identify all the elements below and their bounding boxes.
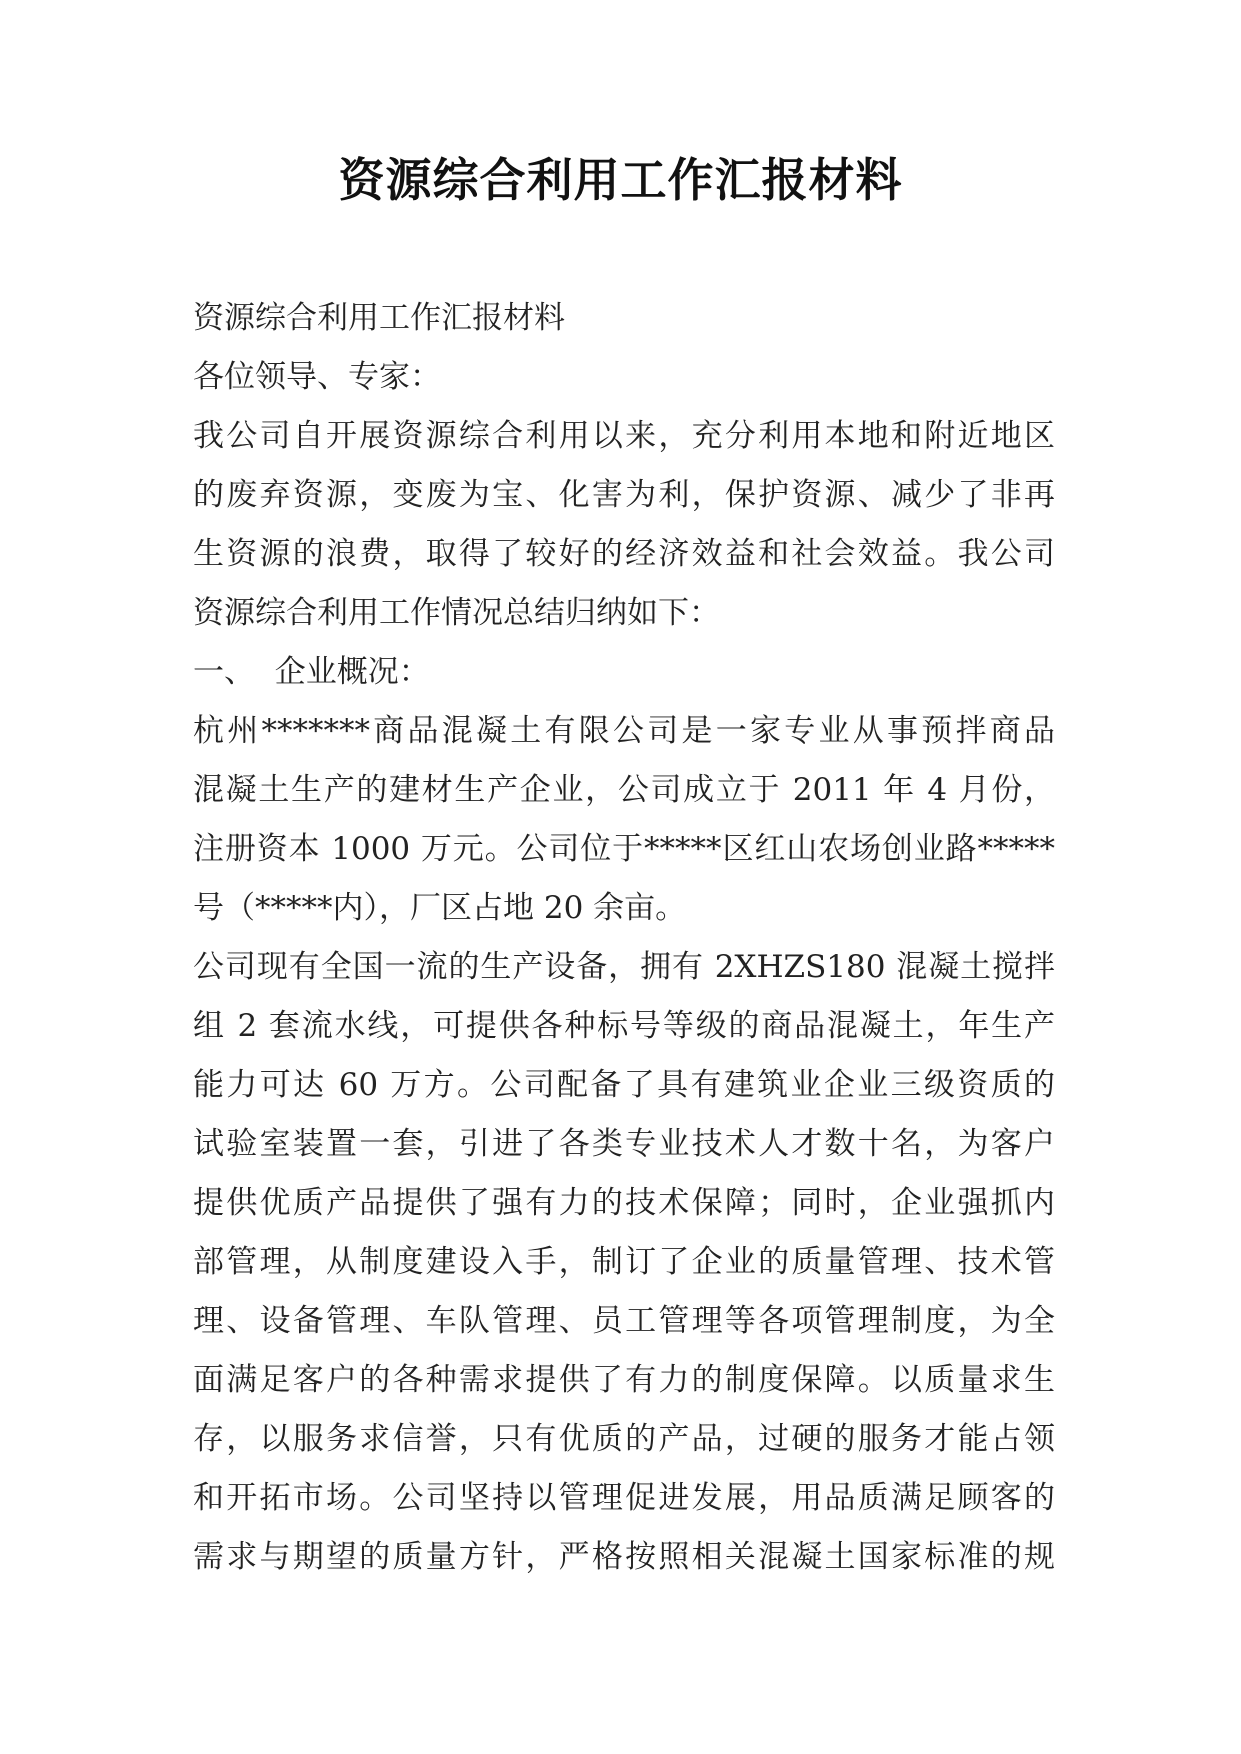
paragraph-line: 号（*****内），厂区占地 20 余亩。 — [193, 890, 687, 926]
paragraph-line: 我公司自开展资源综合利用以来，充分利用本地和附近地区 — [193, 418, 1055, 454]
paragraph-line: 和开拓市场。公司坚持以管理促进发展，用品质满足顾客的 — [193, 1480, 1055, 1516]
paragraph-line: 能力可达 60 万方。公司配备了具有建筑业企业三级资质的 — [193, 1067, 1055, 1103]
paragraph-line: 组 2 套流水线，可提供各种标号等级的商品混凝土，年生产 — [193, 1008, 1055, 1044]
paragraph-line: 面满足客户的各种需求提供了有力的制度保障。以质量求生 — [193, 1362, 1055, 1398]
paragraph-line: 公司现有全国一流的生产设备，拥有 2XHZS180 混凝土搅拌 — [193, 949, 1055, 985]
paragraph-line: 理、设备管理、车队管理、员工管理等各项管理制度，为全 — [193, 1303, 1055, 1339]
salutation-line: 各位领导、专家： — [193, 359, 441, 395]
paragraph-line: 混凝土生产的建材生产企业，公司成立于 2011 年 4 月份， — [193, 772, 1055, 808]
paragraph-line: 杭州*******商品混凝土有限公司是一家专业从事预拌商品 — [193, 713, 1055, 749]
paragraph-line: 提供优质产品提供了强有力的技术保障；同时，企业强抓内 — [193, 1185, 1055, 1221]
paragraph-line: 资源综合利用工作情况总结归纳如下： — [193, 595, 720, 631]
document-title: 资源综合利用工作汇报材料 — [338, 153, 903, 207]
document-body — [193, 289, 1055, 1587]
paragraph-line: 存，以服务求信誉，只有优质的产品，过硬的服务才能占领 — [193, 1421, 1055, 1457]
paragraph-line: 部管理，从制度建设入手，制订了企业的质量管理、技术管 — [193, 1244, 1055, 1280]
section-heading: 一、 企业概况： — [193, 654, 430, 690]
paragraph-line: 需求与期望的质量方针，严格按照相关混凝土国家标准的规 — [193, 1539, 1055, 1575]
paragraph-line: 生资源的浪费，取得了较好的经济效益和社会效益。我公司 — [193, 536, 1055, 572]
paragraph-line: 试验室装置一套，引进了各类专业技术人才数十名，为客户 — [193, 1126, 1055, 1162]
paragraph-line: 的废弃资源，变废为宝、化害为利，保护资源、减少了非再 — [193, 477, 1055, 513]
paragraph-line: 注册资本 1000 万元。公司位于*****区红山农场创业路***** — [193, 831, 1055, 867]
subtitle-line: 资源综合利用工作汇报材料 — [193, 300, 565, 336]
